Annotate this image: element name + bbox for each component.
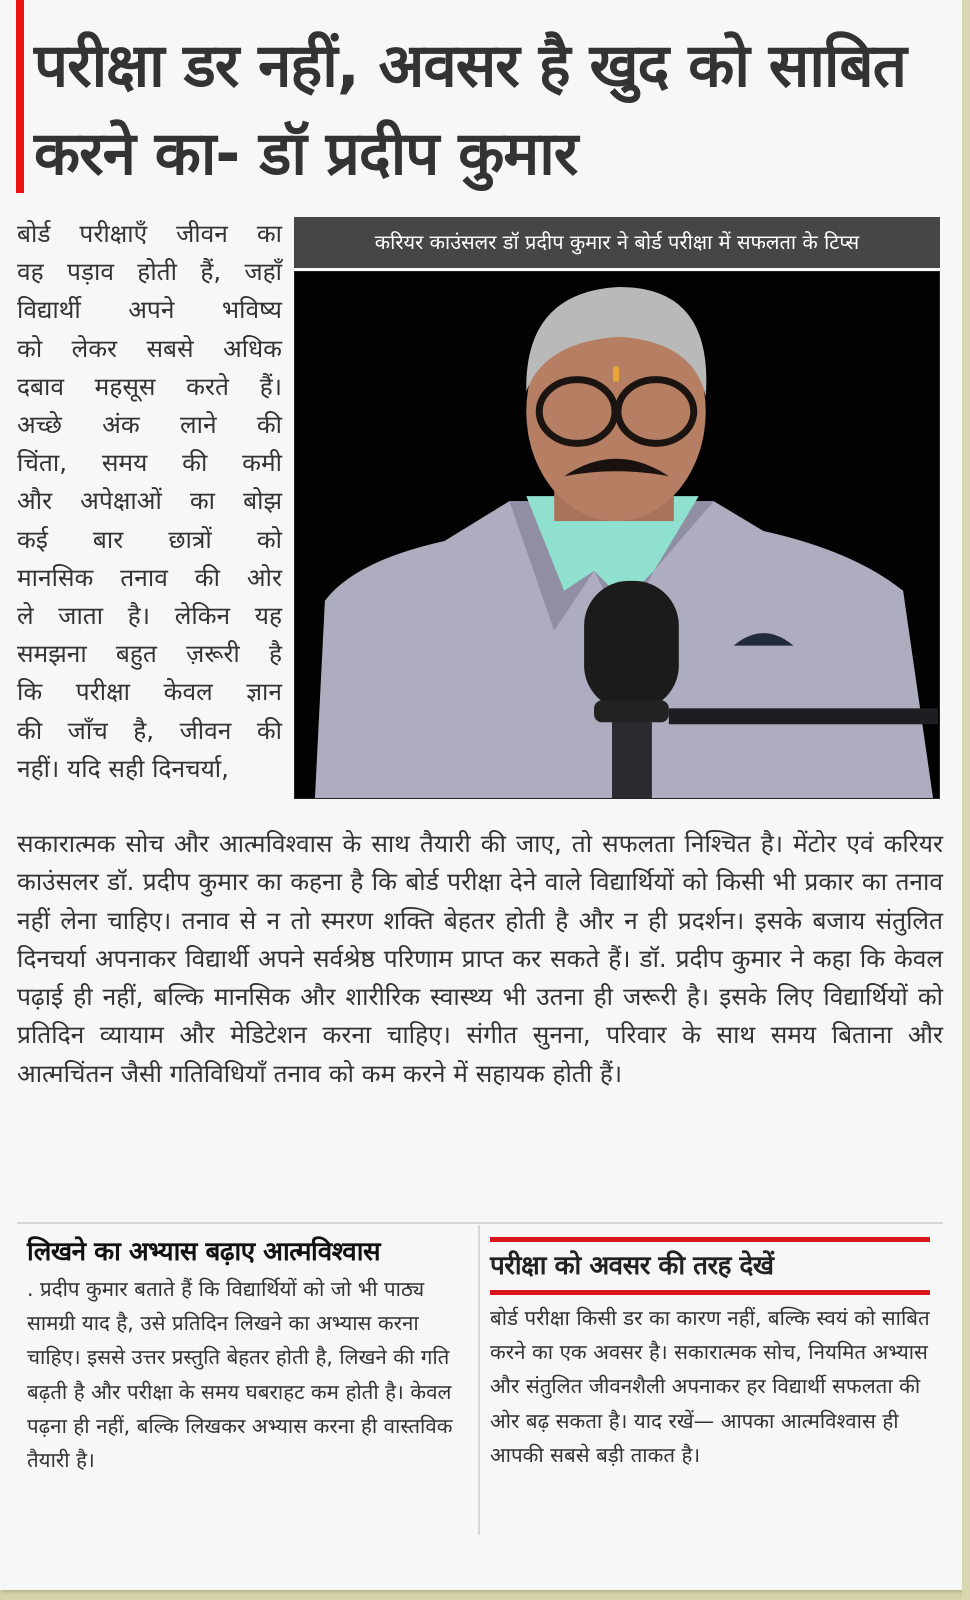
sidebar-exam-opportunity [490,1237,930,1472]
lead-line: ले जाता है। लेकिन यह [17,601,282,631]
lead-line: विद्यार्थी अपने भविष्य [17,295,282,325]
article-body: सकारात्मक सोच और आत्मविश्वास के साथ तैयारी की जाए, तो सफलता निश्चित है। मेंटोर एवं करियर काउंसलर डॉ. प्रदीप कुमार का कहना है कि बोर्ड परीक्षा देने वाले विद्यार्थियों को किसी भी प्रकार का तनाव नहीं लेना चाहिए। तनाव से न तो स्मरण शक्ति बेहतर होती है और न ही प्रदर्शन। इसके बजाय संतुलित दिनचर्या अपनाकर विद्यार्थी अपने सर्वश्रेष्ठ परिणाम प्राप्त कर सकते हैं। डॉ. प्रदीप कुमार ने कहा कि केवल पढ़ाई ही नहीं, बल्कि मानसिक और शारीरिक स्वास्थ्य भी उतना ही जरूरी है। इसके लिए विद्यार्थियों को प्रतिदिन व्यायाम और मेडिटेशन करना चाहिए। संगीत सुनना, परिवार के साथ समय बिताना और आत्मचिंतन जैसी गतिविधियाँ तनाव को कम करने में सहायक होती हैं। [17,829,943,1088]
article-photo [294,271,940,799]
lead-line: नहीं। यदि सही दिनचर्या, [17,753,229,783]
lead-line: बोर्ड परीक्षाएँ जीवन का [17,219,282,248]
lead-line: को लेकर सबसे अधिक [17,333,282,363]
headline-accent-bar [16,0,24,193]
section-divider [17,1222,943,1224]
lead-line: दबाव महसूस करते हैं। [17,371,282,401]
lead-line: और अपेक्षाओं का बोझ [17,486,282,516]
lead-line: कई बार छात्रों को [17,524,282,554]
lead-line: समझना बहुत ज़रूरी है [17,639,282,669]
photo-caption: करियर काउंसलर डॉ प्रदीप कुमार ने बोर्ड परीक्षा में सफलता के टिप्स [294,217,940,268]
lead-line: कि परीक्षा केवल ज्ञान [17,677,282,707]
lead-line: अच्छे अंक लाने की [17,410,282,440]
lead-line: मानसिक तनाव की ओर [17,562,282,592]
column-divider [478,1225,480,1535]
lead-paragraph [17,215,282,788]
sidebar-heading: परीक्षा को अवसर की तरह देखें [490,1251,774,1281]
lead-line: वह पड़ाव होती हैं, जहाँ [17,257,282,287]
lead-line: चिंता, समय की कमी [17,448,282,478]
sidebar-text: . प्रदीप कुमार बताते हैं कि विद्यार्थियों को जो भी पाठ्य सामग्री याद है, उसे प्रतिदिन लिखने का अभ्यास करना चाहिए। इससे उत्तर प्रस्तुति बेहतर होती है, लिखने की गति बढ़ती है और परीक्षा के समय घबराहट कम होती है। केवल पढ़ना ही नहीं, बल्कि लिखकर अभ्यास करना ही वास्तविक तैयारी है। [27,1277,453,1473]
headline: परीक्षा डर नहीं, अवसर है खुद को साबित करने का- डॉ प्रदीप कुमार [34,31,906,189]
lead-line: की जाँच है, जीवन की [17,715,282,745]
sidebar-heading: लिखने का अभ्यास बढ़ाए आत्मविश्वास [27,1237,381,1267]
red-rule-bottom [490,1290,930,1295]
sidebar-text: बोर्ड परीक्षा किसी डर का कारण नहीं, बल्कि स्वयं को साबित करने का एक अवसर है। सकारात्मक सोच, नियमित अभ्यास और संतुलित जीवनशैली अपनाकर हर विद्यार्थी सफलता की ओर बढ़ सकता है। याद रखें— आपका आत्मविश्वास ही आपकी सबसे बड़ी ताकत है। [490,1306,930,1467]
portrait-illustration [295,272,939,798]
page-edge [962,0,970,1600]
sidebar-writing-practice [27,1232,467,1477]
